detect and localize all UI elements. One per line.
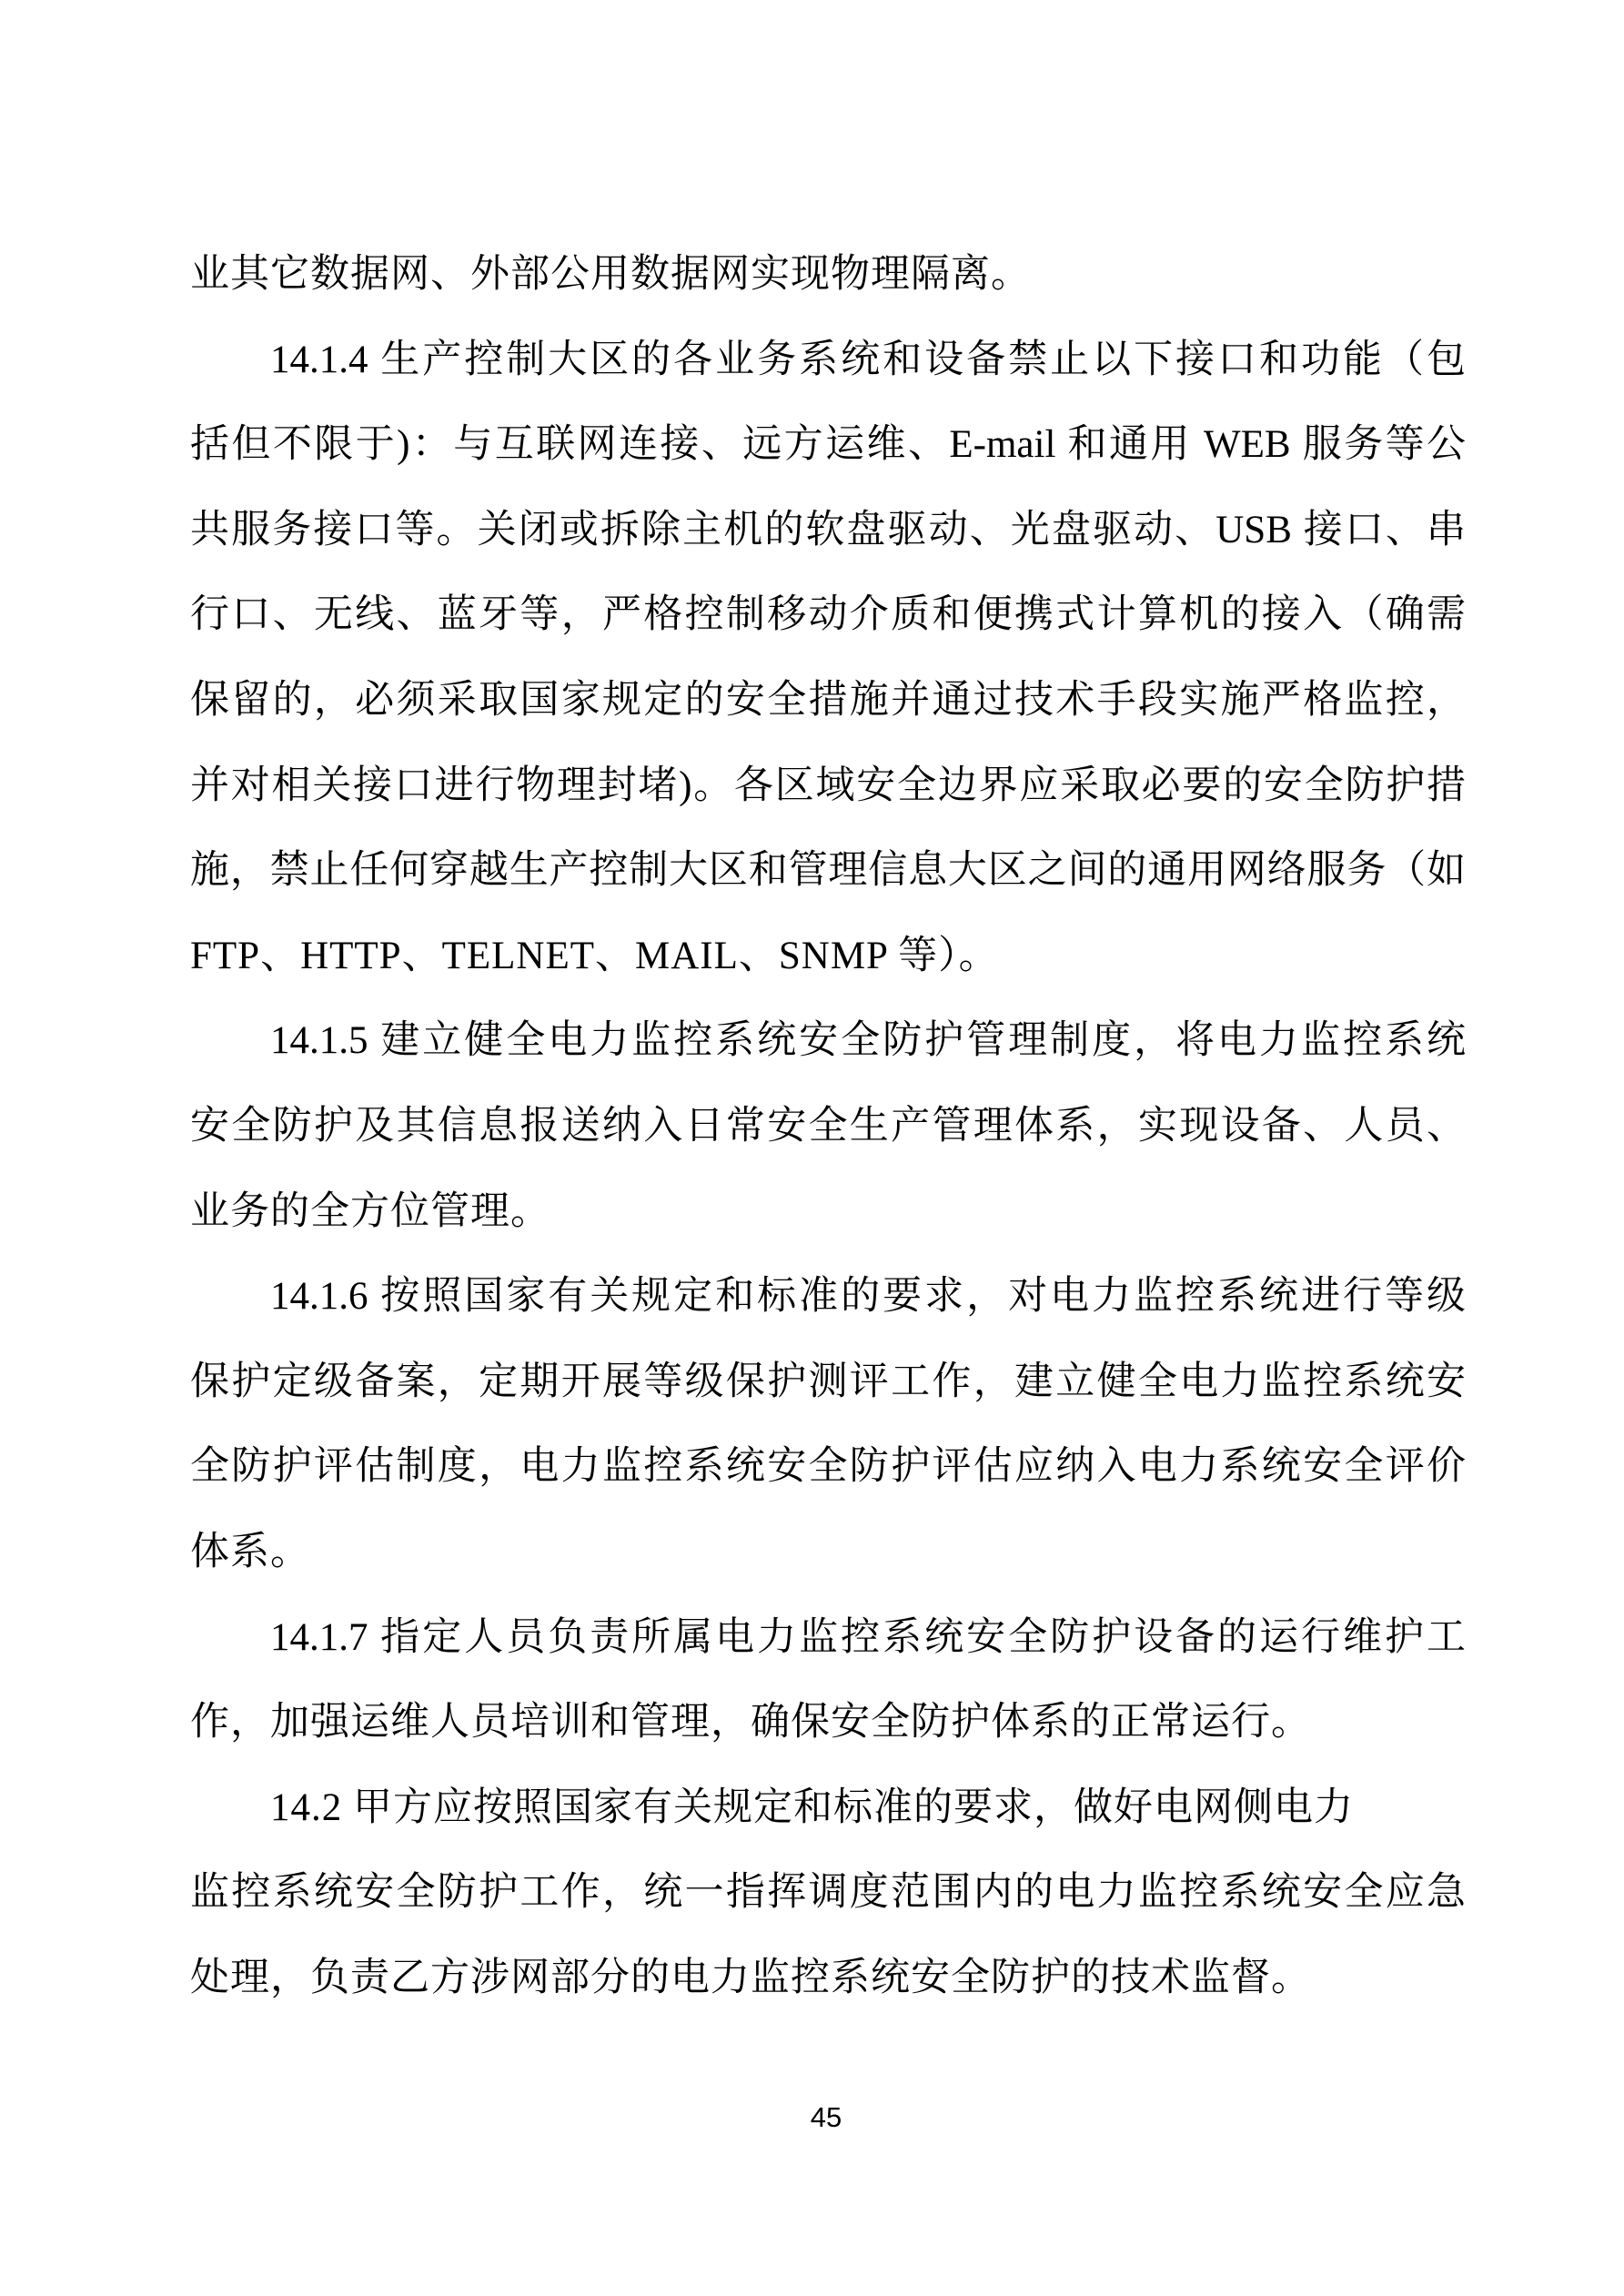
text-line: 14.1.7 指定人员负责所属电力监控系统安全防护设备的运行维护工 [270,1615,1466,1659]
text-line: 并对相关接口进行物理封堵)。各区域安全边界应采取必要的安全防护措 [190,764,1466,807]
text-line: 处理，负责乙方涉网部分的电力监控系统安全防护的技术监督。 [190,1956,1311,1999]
text-line: 保留的，必须采取国家规定的安全措施并通过技术手段实施严格监控， [190,678,1466,722]
text-line: 14.1.5 建立健全电力监控系统安全防护管理制度，将电力监控系统 [270,1019,1466,1063]
text-line: 作，加强运维人员培训和管理，确保安全防护体系的正常运行。 [190,1701,1311,1745]
text-line: 14.2 甲方应按照国家有关规定和标准的要求，做好电网侧电力 [270,1785,1354,1829]
text-line: 共服务接口等。关闭或拆除主机的软盘驱动、光盘驱动、USB 接口、串 [190,508,1466,551]
body-text [190,232,1466,2020]
paragraph-14-1-5 [190,998,1466,1254]
paragraph-14-1-6 [190,1254,1466,1594]
text-line: 14.1.4 生产控制大区的各业务系统和设备禁止以下接口和功能（包 [270,338,1466,381]
text-line: 监控系统安全防护工作，统一指挥调度范围内的电力监控系统安全应急 [190,1871,1466,1915]
paragraph-14-2 [190,1765,1466,2021]
text-line: FTP、HTTP、TELNET、MAIL、SNMP 等）。 [190,934,999,977]
page-number: 45 [810,2101,842,2133]
text-line: 施，禁止任何穿越生产控制大区和管理信息大区之间的通用网络服务（如 [190,849,1466,893]
text-line: 保护定级备案，定期开展等级保护测评工作，建立健全电力监控系统安 [190,1360,1466,1403]
text-line: 体系。 [190,1530,310,1573]
paragraph-14-1-4 [190,318,1466,999]
text-line: 业务的全方位管理。 [190,1189,550,1233]
text-line: 安全防护及其信息报送纳入日常安全生产管理体系，实现设备、人员、 [190,1104,1466,1148]
paragraph-continuation [190,232,1466,318]
text-line: 全防护评估制度，电力监控系统安全防护评估应纳入电力系统安全评价 [190,1445,1466,1489]
text-line: 括但不限于)：与互联网连接、远方运维、E-mail 和通用 WEB 服务等公 [190,423,1466,467]
text-line: 业其它数据网、外部公用数据网实现物理隔离。 [190,253,1031,296]
text-line: 行口、无线、蓝牙等，严格控制移动介质和便携式计算机的接入（确需 [190,593,1466,637]
paragraph-14-1-7 [190,1595,1466,1765]
text-line: 14.1.6 按照国家有关规定和标准的要求，对电力监控系统进行等级 [270,1275,1466,1319]
